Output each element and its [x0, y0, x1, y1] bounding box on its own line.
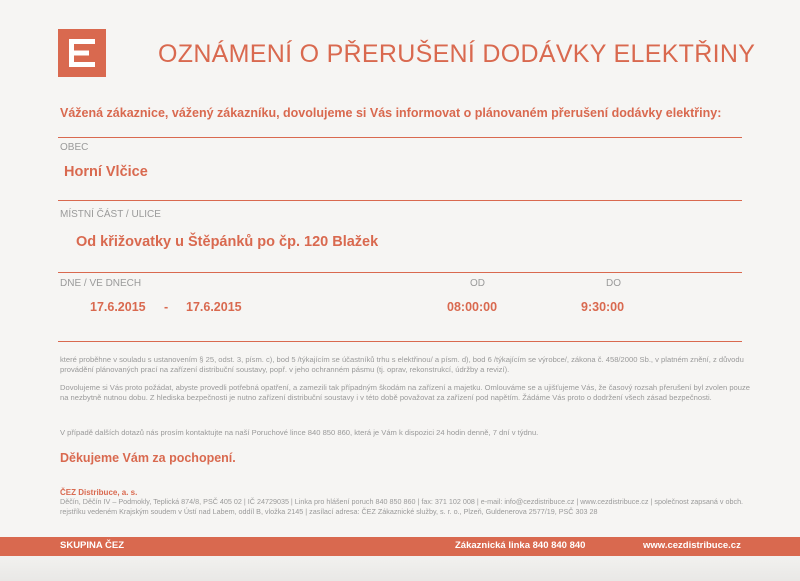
divider: [58, 341, 742, 342]
date-from: 17.6.2015: [90, 300, 146, 314]
thanks-text: Děkujeme Vám za pochopení.: [60, 451, 236, 465]
divider: [58, 137, 742, 138]
date-to: 17.6.2015: [186, 300, 242, 314]
od-label: OD: [470, 278, 485, 289]
date-label: DNE / VE DNECH: [60, 278, 142, 289]
date-separator: -: [164, 300, 169, 314]
footer-hotline: Zákaznická linka 840 840 840: [455, 540, 586, 551]
time-to: 9:30:00: [581, 300, 625, 314]
page-title: OZNÁMENÍ O PŘERUŠENÍ DODÁVKY ELEKTŘINY: [158, 40, 756, 68]
paper-edge: [0, 556, 800, 581]
cez-logo-icon: [58, 29, 106, 77]
legal-paragraph: které proběhne v souladu s ustanovením § 25, odst. 3, písm. c), bod 5 /týkajícím se účastníků trhu s elektřinou/ a písm. d), bod 6 /týkajícím se výrobce/, zákona č. 458/2000 Sb., v platném znění, z důvodu provádění plánovaných prací na zařízení distribuční soustavy, popř. v jeho ochranném pásmu (tj. oprav, rekonstrukcí, údržby a revizí).: [60, 355, 744, 374]
company-name: ČEZ Distribuce, a. s.: [60, 488, 138, 497]
intro-text: Vážená zákaznice, vážený zákazníku, dovolujeme si Vás informovat o plánovaném přerušení dodávky elektřiny:: [60, 106, 722, 120]
obec-label: OBEC: [60, 142, 89, 153]
do-label: DO: [606, 278, 621, 289]
ulice-label: MÍSTNÍ ČÁST / ULICE: [60, 209, 161, 220]
divider: [58, 200, 742, 201]
contact-paragraph: V případě dalších dotazů nás prosím kontaktujte na naší Poruchové lince 840 850 860, která je Vám k dispozici 24 hodin denně, 7 dní v týdnu.: [60, 428, 539, 437]
divider: [58, 272, 742, 273]
footer-bar: [0, 537, 800, 556]
company-info: Děčín, Děčín IV – Podmokly, Teplická 874/8, PSČ 405 02 | IČ 24729035 | Linka pro hlášení poruch 840 850 860 | fax: 371 102 008 | e-mail: info@cezdistribuce.cz | www.cezdistribuce.cz | společnost zapsaná v obch. rejstříku vedeném Krajským soudem v Ústí nad Labem, oddíl B, vložka 2145 | zasílací adresa: ČEZ Zákaznické služby, s. r. o., Plzeň, Guldenerova 2577/19, PSČ 303 28: [60, 497, 744, 516]
precaution-paragraph: Dovolujeme si Vás proto požádat, abyste provedli potřebná opatření, a zamezili tak případným škodám na zařízení a majetku. Omlouváme se a ujišťujeme Vás, že časový rozsah přerušení byl zvolen pouze na nezbytně nutnou dobu. Z hlediska bezpečnosti je nutno zařízení distribuční soustavy i v této době považovat za zařízení pod napětím. Žádáme Vás proto o dodržení všech zásad bezpečnosti.: [60, 383, 751, 402]
obec-value: Horní Vlčice: [64, 164, 148, 180]
ulice-value: Od křižovatky u Štěpánků po čp. 120 Blažek: [76, 234, 379, 250]
footer-group-label: SKUPINA ČEZ: [60, 540, 125, 551]
footer-website: www.cezdistribuce.cz: [643, 540, 741, 551]
time-from: 08:00:00: [447, 300, 498, 314]
